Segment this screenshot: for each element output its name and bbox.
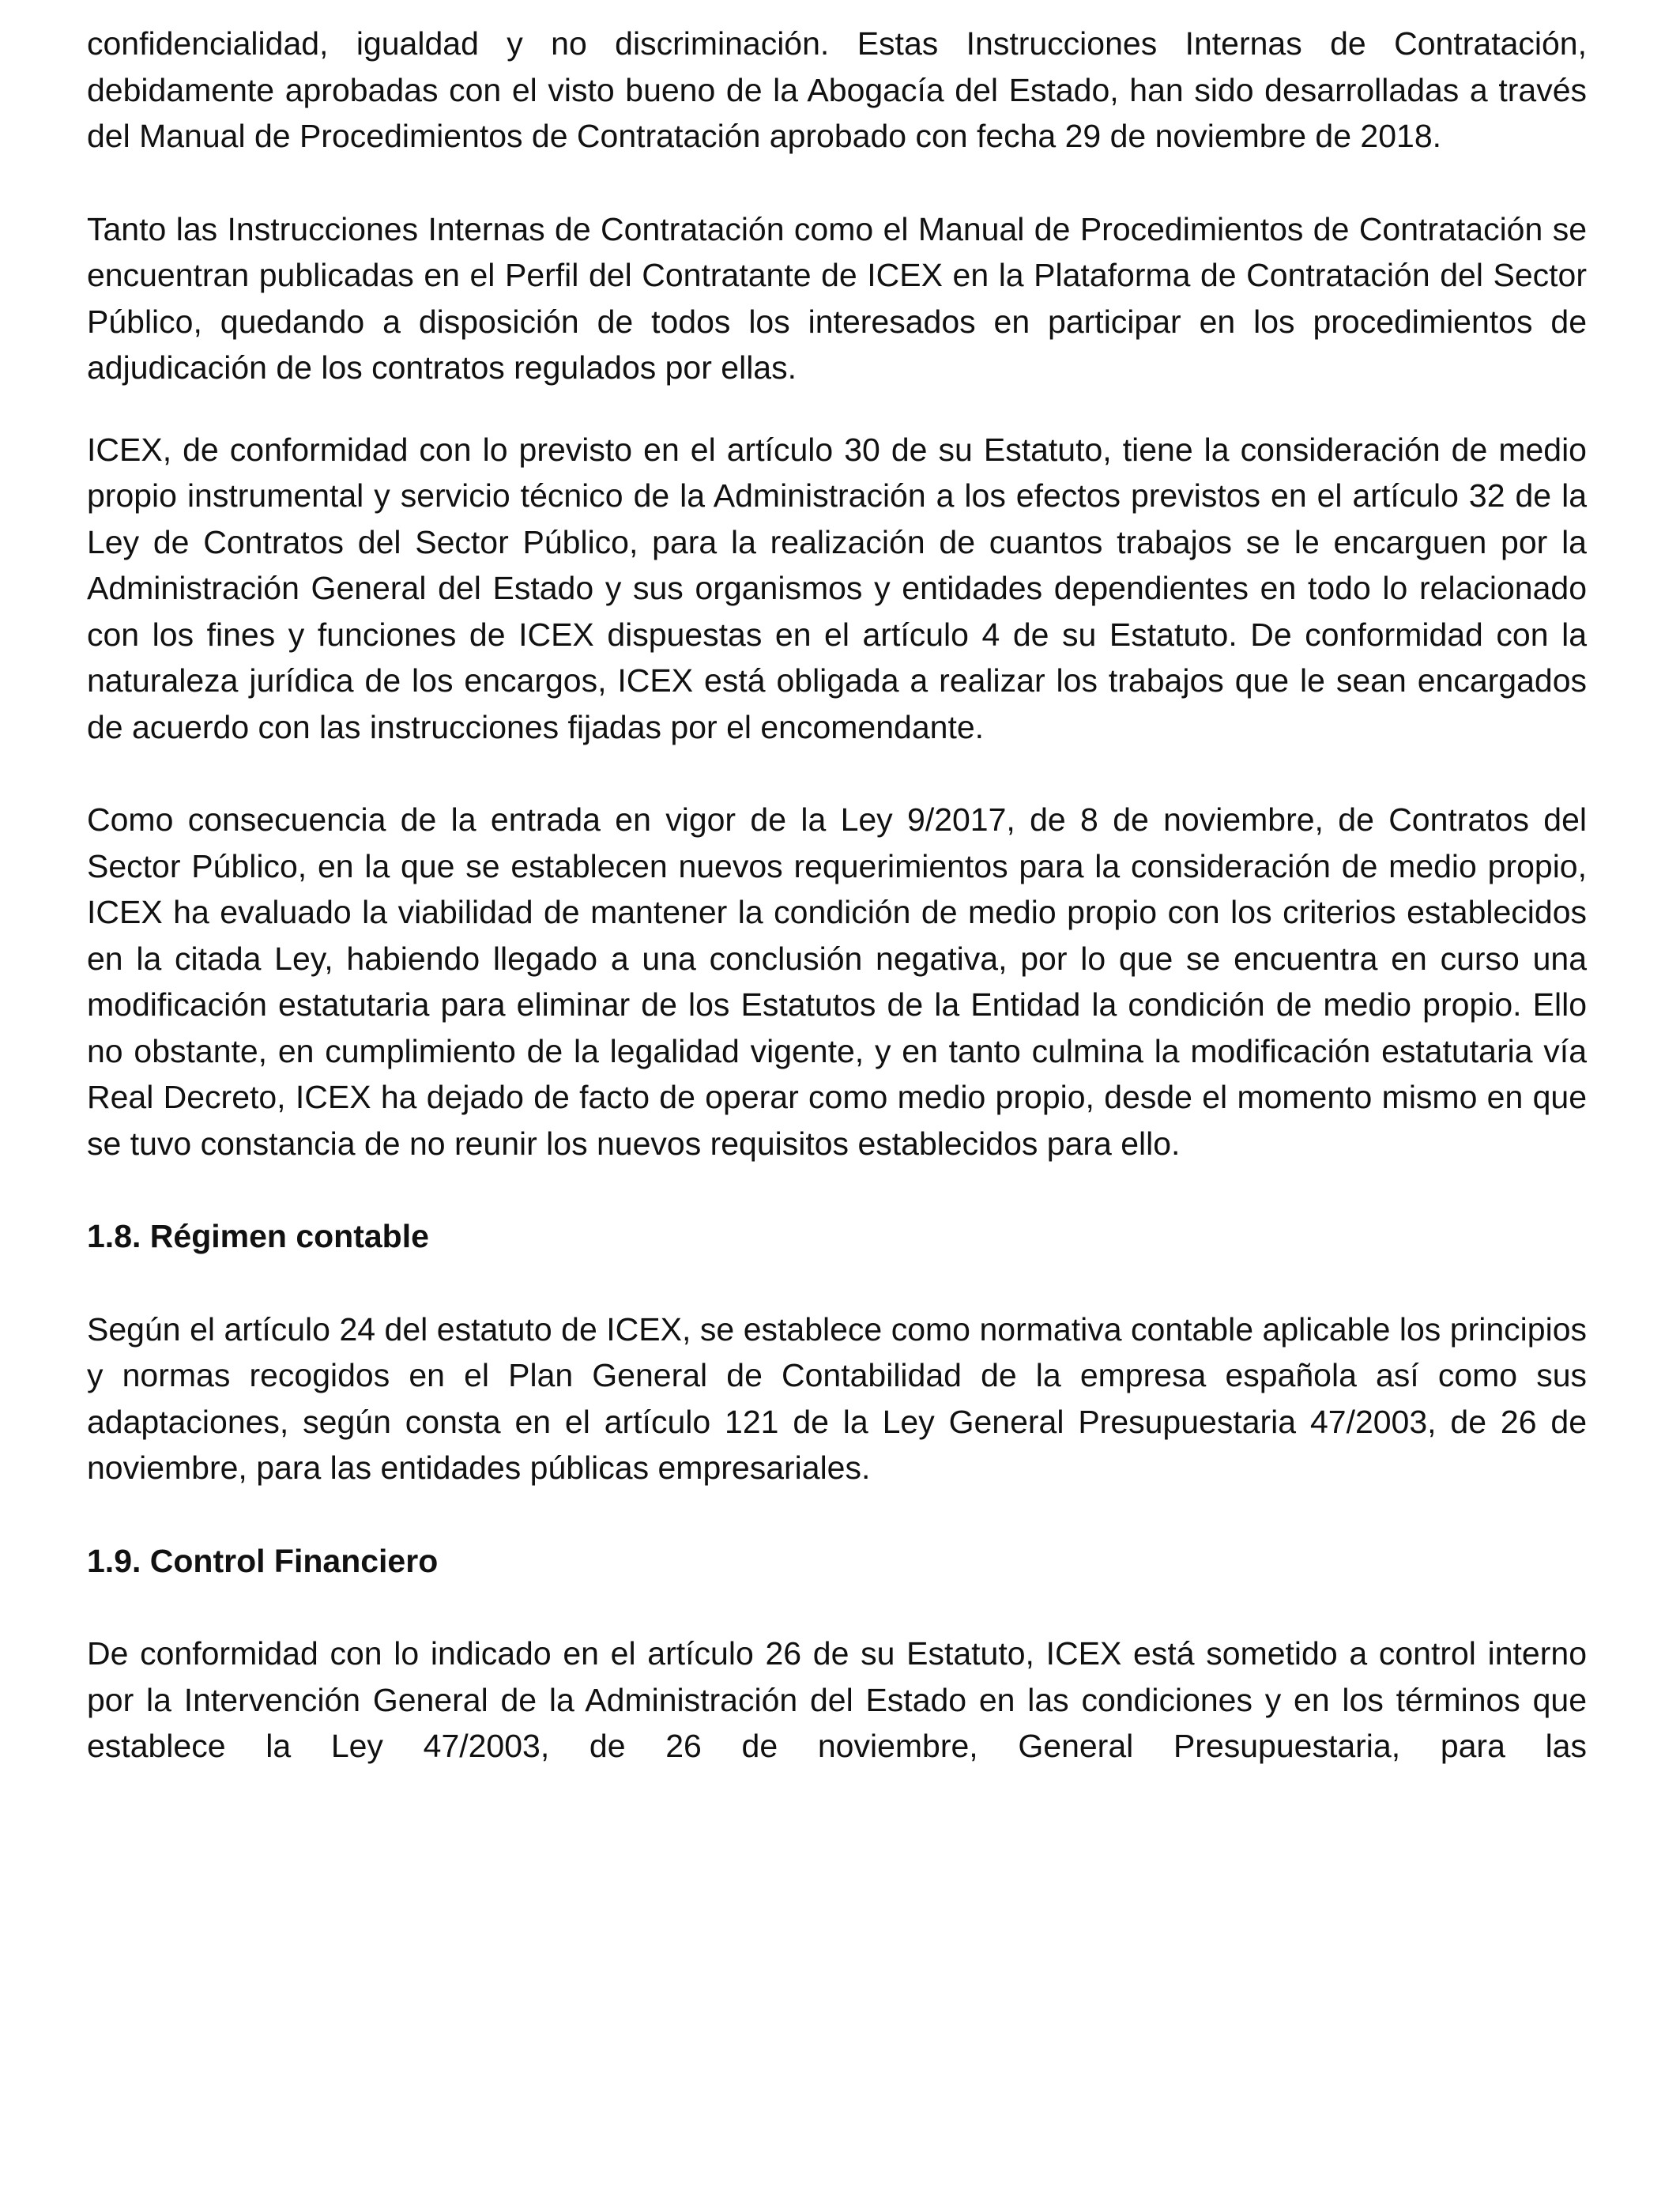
paragraph-financial-control: De conformidad con lo indicado en el artículo 26 de su Estatuto, ICEX está sometido a control interno por la Intervención General de la Administración del Estado en las condiciones y en los términos que establece la Ley 47/2003, de 26 de noviembre, General Presupuestaria, para las xyxy=(87,1635,1587,1764)
document-page xyxy=(87,21,1587,1816)
paragraph-contracting-instructions: confidencialidad, igualdad y no discriminación. Estas Instrucciones Internas de Contratación, debidamente aprobadas con el visto bueno de la Abogacía del Estado, han sido desarrolladas a través del Manual de Procedimientos de Contratación aprobado con fecha 29 de noviembre de 2018. xyxy=(87,25,1587,154)
section-heading-accounting-regime: 1.8. Régimen contable xyxy=(87,1218,429,1254)
paragraph-accounting-regime: Según el artículo 24 del estatuto de ICEX, se establece como normativa contable aplicable los principios y normas recogidos en el Plan General de Contabilidad de la empresa española así como sus adaptaciones, según consta en el artículo 121 de la Ley General Presupuestaria 47/2003, de 26 de noviembre, para las entidades públicas empresariales. xyxy=(87,1310,1587,1486)
section-heading-financial-control: 1.9. Control Financiero xyxy=(87,1542,439,1579)
paragraph-procedures-manual: Tanto las Instrucciones Internas de Contratación como el Manual de Procedimientos de Contratación se encuentran publicadas en el Perfil del Contratante de ICEX en la Plataforma de Contratación del Sector Público, quedando a disposición de todos los interesados en participar en los procedimientos de adjudicación de los contratos regulados por ellas. xyxy=(87,210,1587,386)
paragraph-own-means: ICEX, de conformidad con lo previsto en el artículo 30 de su Estatuto, tiene la consideración de medio propio instrumental y servicio técnico de la Administración a los efectos previstos en el artículo 32 de la Ley de Contratos del Sector Público, para la realización de cuantos trabajos se le encarguen por la Administración General del Estado y sus organismos y entidades dependientes en todo lo relacionado con los fines y funciones de ICEX dispuestas en el artículo 4 de su Estatuto. De conformidad con la naturaleza jurídica de los encargos, ICEX está obligada a realizar los trabajos que le sean encargados de acuerdo con las instrucciones fijadas por el encomendante. xyxy=(87,431,1587,745)
paragraph-law-9-2017: Como consecuencia de la entrada en vigor de la Ley 9/2017, de 8 de noviembre, de Contratos del Sector Público, en la que se establecen nuevos requerimientos para la consideración de medio propio, ICEX ha evaluado la viabilidad de mantener la condición de medio propio con los criterios establecidos en la citada Ley, habiendo llegado a una conclusión negativa, por lo que se encuentra en curso una modificación estatutaria para eliminar de los Estatutos de la Entidad la condición de medio propio. Ello no obstante, en cumplimiento de la legalidad vigente, y en tanto culmina la modificación estatutaria vía Real Decreto, ICEX ha dejado de facto de operar como medio propio, desde el momento mismo en que se tuvo constancia de no reunir los nuevos requisitos establecidos para ello. xyxy=(87,801,1587,1162)
